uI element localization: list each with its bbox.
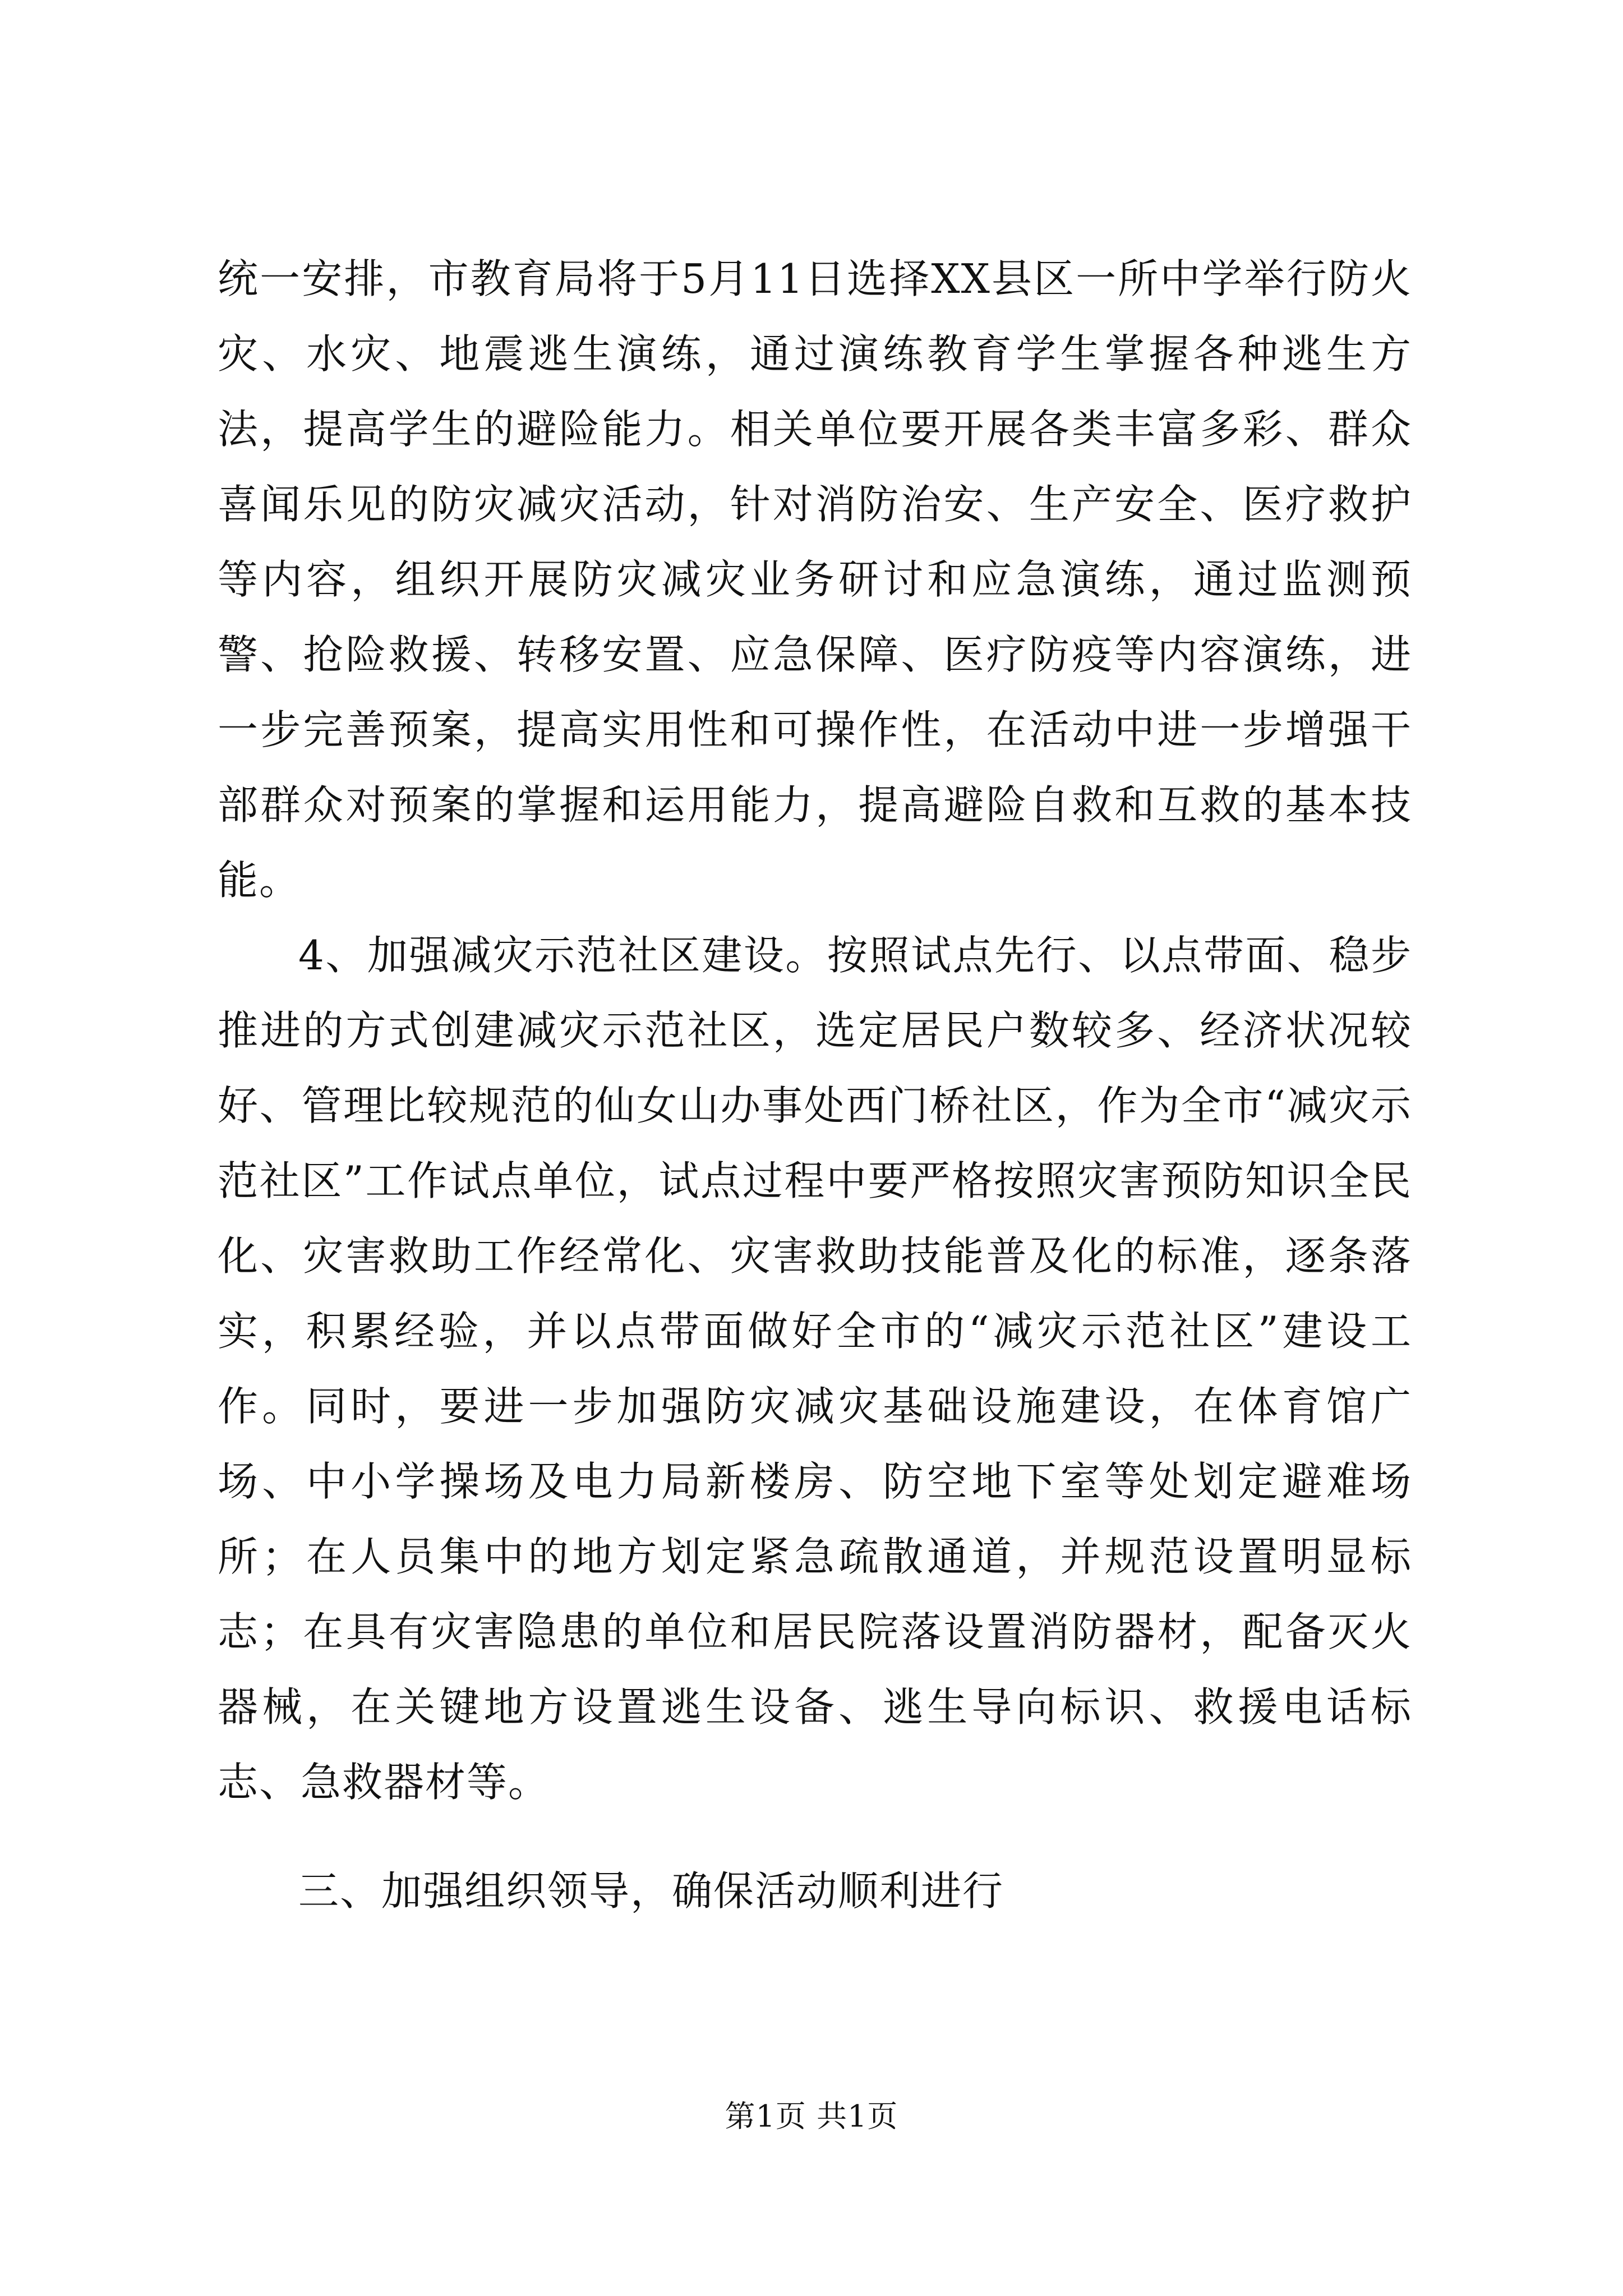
paragraph-section-4: 4、加强减灾示范社区建设。按照试点先行、以点带面、稳步推进的方式创建减灾示范社区，选定居民户数较多、经济状况较好、管理比较规范的仙女山办事处西门桥社区，作为全市“减灾示范社区”工作试点单位，试点过程中要严格按照灾害预防知识全民化、灾害救助工作经常化、灾害救助技能普及化的标准，逐条落实，积累经验，并以点带面做好全市的“减灾示范社区”建设工作。同时，要进一步加强防灾减灾基础设施建设，在体育馆广场、中小学操场及电力局新楼房、防空地下室等处划定避难场所；在人员集中的地方划定紧急疏散通道，并规范设置明显标志；在具有灾害隐患的单位和居民院落设置消防器材，配备灭火器械，在关键地方设置逃生设备、逃生导向标识、救援电话标志、急救器材等。	[218, 932, 1412, 1806]
page-footer: 第1页 共1页	[725, 2099, 898, 2134]
section-heading-3: 三、加强组织领导，确保活动顺利进行	[298, 1867, 1004, 1915]
paragraph-continuation: 统一安排，市教育局将于5月11日选择XX县区一所中学举行防火灾、水灾、地震逃生演练，通过演练教育学生掌握各种逃生方法，提高学生的避险能力。相关单位要开展各类丰富多彩、群众喜闻乐见的防灾减灾活动，针对消防治安、生产安全、医疗救护等内容，组织开展防灾减灾业务研讨和应急演练，通过监测预警、抢险救援、转移安置、应急保障、医疗防疫等内容演练，进一步完善预案，提高实用性和可操作性，在活动中进一步增强干部群众对预案的掌握和运用能力，提高避险自救和互救的基本技能。	[218, 255, 1412, 904]
document-body	[218, 241, 1412, 1929]
